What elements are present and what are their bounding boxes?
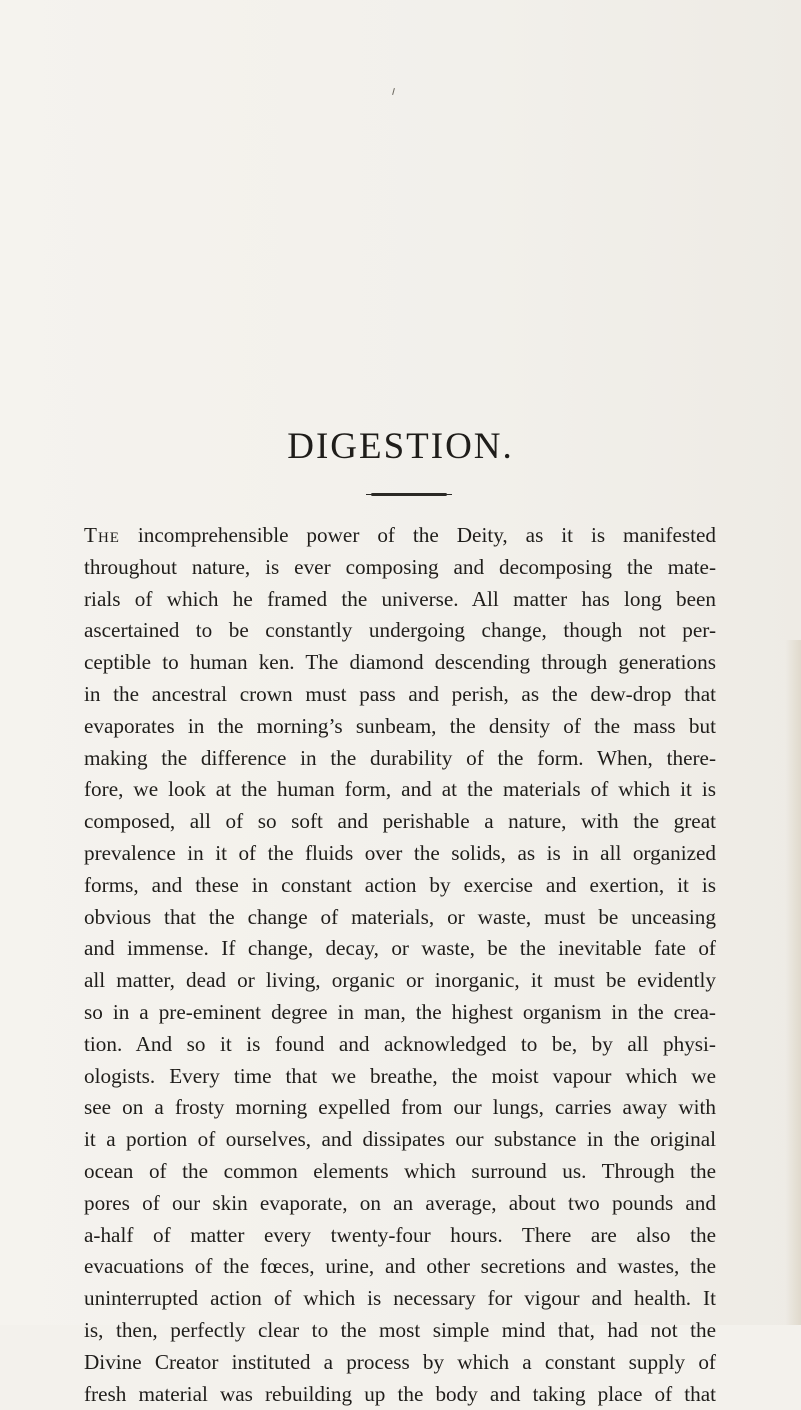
text-line: composed, all of so soft and perishable a nature, with the great xyxy=(84,809,716,834)
text-line: ologists. Every time that we breathe, the moist vapour which we xyxy=(84,1063,716,1088)
text-line: fresh material was rebuilding up the body and taking place of that xyxy=(84,1381,716,1406)
text-line: a-half of matter every twenty-four hours. There are also the xyxy=(84,1222,716,1247)
text-line: throughout nature, is ever composing and decomposing the mate- xyxy=(84,554,716,579)
text-line: so in a pre-eminent degree in man, the highest organism in the crea- xyxy=(84,999,716,1024)
chapter-title: DIGESTION. xyxy=(287,426,514,467)
text-line: rials of which he framed the universe. All matter has long been xyxy=(84,586,716,611)
page-edge-shading xyxy=(785,640,801,1325)
text-line: fore, we look at the human form, and at the materials of which it is xyxy=(84,777,716,802)
text-line: and immense. If change, decay, or waste, be the inevitable fate of xyxy=(84,936,716,961)
text-line: making the difference in the durability of the form. When, there- xyxy=(84,745,716,770)
text-line: forms, and these in constant action by exercise and exertion, it is xyxy=(84,872,716,897)
text-line: all matter, dead or living, organic or inorganic, it must be evidently xyxy=(84,968,716,993)
text-line: uninterrupted action of which is necessary for vigour and health. It xyxy=(84,1286,716,1311)
text-line: is, then, perfectly clear to the most simple mind that, had not the xyxy=(84,1317,716,1342)
body-paragraph xyxy=(84,520,716,1410)
text-line: Divine Creator instituted a process by which a constant supply of xyxy=(84,1349,716,1374)
text-line: evaporates in the morning’s sunbeam, the density of the mass but xyxy=(84,713,716,738)
text-line: ocean of the common elements which surround us. Through the xyxy=(84,1158,716,1183)
stray-mark xyxy=(392,88,395,95)
text-line: evacuations of the fœces, urine, and other secretions and wastes, the xyxy=(84,1254,716,1279)
text-line: ascertained to be constantly undergoing change, though not per- xyxy=(84,618,716,643)
text-line: it a portion of ourselves, and dissipates our substance in the original xyxy=(84,1127,716,1152)
lead-word: The xyxy=(84,523,120,547)
title-ornament-rule xyxy=(371,493,447,496)
text-line: The incomprehensible power of the Deity, as it is manifested xyxy=(84,523,716,547)
text-line: in the ancestral crown must pass and perish, as the dew-drop that xyxy=(84,681,716,706)
text-line: see on a frosty morning expelled from our lungs, carries away with xyxy=(84,1095,716,1120)
text-line: pores of our skin evaporate, on an average, about two pounds and xyxy=(84,1190,716,1215)
text-line: obvious that the change of materials, or waste, must be unceasing xyxy=(84,904,716,929)
text-line: tion. And so it is found and acknowledged to be, by all physi- xyxy=(84,1031,716,1056)
text-line: prevalence in it of the fluids over the solids, as is in all organized xyxy=(84,840,716,865)
text-line: ceptible to human ken. The diamond descending through generations xyxy=(84,650,716,675)
